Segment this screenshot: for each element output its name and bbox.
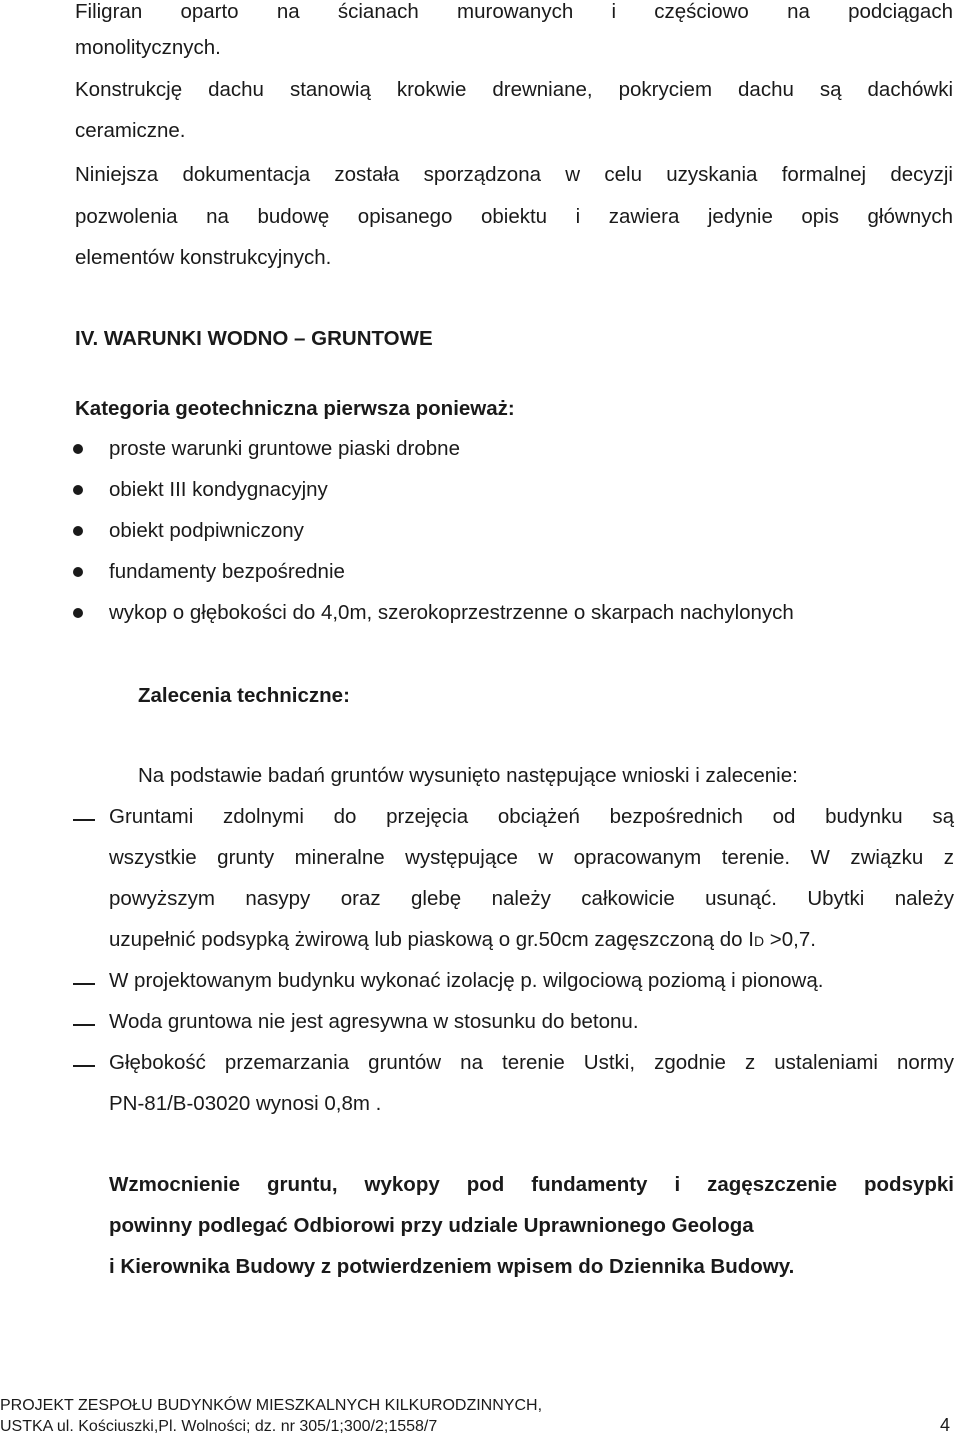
dash-icon (73, 983, 95, 985)
bullet-icon (73, 567, 83, 577)
intro-line-2: monolitycznych. (75, 36, 221, 59)
item-1-line-4-end: >0,7. (764, 928, 816, 951)
item-1-line-3: powyższym nasypy oraz glebę należy całkowicie usunąć. Ubytki należy (109, 887, 954, 910)
item-3: Woda gruntowa nie jest agresywna w stosunku do betonu. (109, 1010, 639, 1033)
intro-line-5: Niniejsza dokumentacja została sporządzona w celu uzyskania formalnej decyzji (75, 163, 953, 186)
item-1-line-4-text: uzupełnić podsypką żwirową lub piaskową o gr.50cm zagęszczoną do I (109, 928, 754, 951)
page-number: 4 (940, 1415, 951, 1435)
notice-line-1: Wzmocnienie gruntu, wykopy pod fundamenty i zagęszczenie podsypki (109, 1173, 954, 1196)
footer-project-title: PROJEKT ZESPOŁU BUDYNKÓW MIESZKALNYCH KILKURODZINNYCH, (0, 1397, 543, 1414)
dash-icon (73, 1024, 95, 1026)
intro-line-4: ceramiczne. (75, 119, 186, 142)
bullet-item-4: fundamenty bezpośrednie (109, 560, 345, 583)
item-1-subscript: D (753, 933, 765, 949)
intro-line-6: pozwolenia na budowę opisanego obiektu i zawiera jedynie opis głównych (75, 205, 953, 228)
bullet-icon (73, 444, 83, 454)
notice-line-2: powinny podlegać Odbiorowi przy udziale Uprawnionego Geologa (109, 1214, 754, 1237)
item-1-line-2: wszystkie grunty mineralne występujące w opracowanym terenie. W związku z (109, 846, 954, 869)
category-heading: Kategoria geotechniczna pierwsza ponieważ: (75, 397, 515, 420)
bullet-icon (73, 608, 83, 618)
recommendations-intro: Na podstawie badań gruntów wysunięto następujące wnioski i zalecenie: (138, 764, 798, 787)
bullet-item-5: wykop o głębokości do 4,0m, szerokoprzestrzenne o skarpach nachylonych (109, 601, 794, 624)
intro-line-3: Konstrukcję dachu stanowią krokwie drewniane, pokryciem dachu są dachówki (75, 78, 953, 101)
footer-address: USTKA ul. Kościuszki,Pl. Wolności; dz. nr 305/1;300/2;1558/7 (0, 1418, 438, 1435)
bullet-item-3: obiekt podpiwniczony (109, 519, 304, 542)
item-2: W projektowanym budynku wykonać izolację p. wilgociową poziomą i pionową. (109, 969, 824, 992)
intro-line-7: elementów konstrukcyjnych. (75, 246, 332, 269)
bullet-icon (73, 526, 83, 536)
item-1-line-4 (109, 928, 816, 953)
bullet-item-2: obiekt III kondygnacyjny (109, 478, 328, 501)
dash-icon (73, 819, 95, 821)
recommendations-heading: Zalecenia techniczne: (138, 684, 350, 707)
section-heading: IV. WARUNKI WODNO – GRUNTOWE (75, 327, 433, 350)
bullet-icon (73, 485, 83, 495)
item-4-line-2: PN-81/B-03020 wynosi 0,8m . (109, 1092, 382, 1115)
bullet-item-1: proste warunki gruntowe piaski drobne (109, 437, 460, 460)
item-4-line-1: Głębokość przemarzania gruntów na terenie Ustki, zgodnie z ustaleniami normy (109, 1051, 954, 1074)
item-1-line-1: Gruntami zdolnymi do przejęcia obciążeń bezpośrednich od budynku są (109, 805, 954, 828)
notice-line-3: i Kierownika Budowy z potwierdzeniem wpisem do Dziennika Budowy. (109, 1255, 795, 1278)
intro-line-1: Filigran oparto na ścianach murowanych i częściowo na podciągach (75, 0, 953, 23)
dash-icon (73, 1065, 95, 1067)
